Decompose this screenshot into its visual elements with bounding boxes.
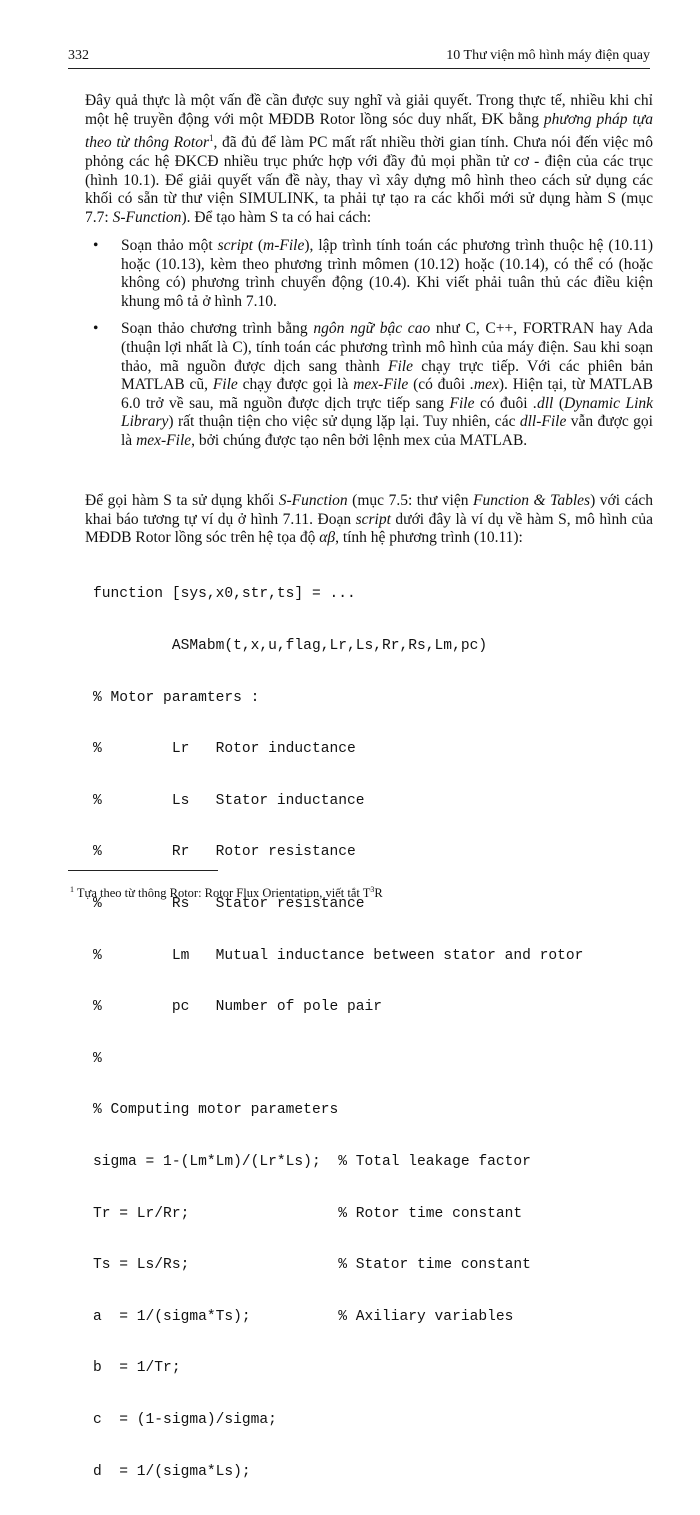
code-line: b = 1/Tr; — [93, 1360, 181, 1377]
code-line: function [sys,x0,str,ts] = ... — [93, 586, 356, 603]
sfunction-paragraph: Để gọi hàm S ta sử dụng khối S-Function (mục 7.5: thư viện Function & Tables) với cách khai báo tương tự ví dụ ở hình 7.11. Đoạn script dưới đây là ví dụ về hàm S, mô hình của MĐDB Rotor lồng sóc trên hệ tọa độ αβ, tính hệ phương trình (10.11): — [85, 492, 654, 547]
code-line: c = (1-sigma)/sigma; — [93, 1411, 277, 1428]
header-rule — [68, 68, 650, 69]
footnote-text: Tựa theo từ thông Rotor: Rotor Flux Orientation, viết tắt T — [76, 886, 371, 901]
code-line: % Rs Stator resistance — [93, 895, 365, 912]
code-line: d = 1/(sigma*Ls); — [93, 1463, 251, 1480]
code-line: a = 1/(sigma*Ts); % Axiliary variables — [93, 1308, 514, 1325]
page-header — [68, 48, 650, 68]
code-line: sigma = 1-(Lm*Lm)/(Lr*Ls); % Total leakage factor — [93, 1153, 531, 1170]
bullet-item-script: • Soạn thảo một script (m-File), lập trình tính toán các phương trình thuộc hệ (10.11) hoặc (10.13), kèm theo phương trình mômen (10.12) hoặc (10.14), có thể có (hoặc không có) phương trình chuyển động (10.4). Khi viết phải tuân thủ các điều kiện khung mô tả ở hình 7.10. — [93, 237, 653, 310]
code-listing — [93, 552, 633, 1515]
chapter-title: 10 Thư viện mô hình máy điện quay — [446, 48, 650, 63]
code-line: Ts = Ls/Rs; % Stator time constant — [93, 1257, 531, 1274]
bullet-item-high-level-language: • Soạn thảo chương trình bằng ngôn ngữ bậc cao như C, C++, FORTRAN hay Ada (thuận lợi nhất là C), tính toán các phương trình mô hình của máy điện. Sau khi soạn thảo, mã nguồn được dịch sang thành File chạy trực tiếp. Với các phiên bản MATLAB cũ, File chạy được gọi là mex-File (có đuôi .mex). Hiện tại, từ MATLAB 6.0 trở về sau, mã nguồn được dịch trực tiếp sang File có đuôi .dll (Dynamic Link Library) rất thuận tiện cho việc sử dụng lặp lại. Tuy nhiên, các dll-File vẫn được gọi là mex-File, bởi chúng được tạo nên bởi lệnh mex của MATLAB. — [93, 320, 654, 449]
footnote: $^1$ Tựa theo từ thông Rotor: Rotor Flux Orientation, viết tắt $T^3R$ — [70, 885, 383, 901]
code-line: % pc Number of pole pair — [93, 999, 383, 1016]
bullet-marker: • — [93, 320, 99, 338]
code-line: % Computing motor parameters — [93, 1102, 339, 1119]
page-number: 332 — [68, 48, 89, 63]
code-line: Tr = Lr/Rr; % Rotor time constant — [93, 1205, 523, 1222]
code-line: % Ls Stator inductance — [93, 792, 365, 809]
code-line: % — [93, 1050, 102, 1067]
code-line: % Lm Mutual inductance between stator and rotor — [93, 947, 584, 964]
code-line: % Motor paramters : — [93, 689, 260, 706]
footnote-ref: 1 — [208, 133, 214, 144]
intro-paragraph: Đây quả thực là một vấn đề cần được suy nghĩ và giải quyết. Trong thực tế, nhiều khi chỉ một hệ truyền động với một MĐDB Rotor lồng sóc duy nhất, ĐK bằng phương pháp tựa theo từ thông Rotor$^1$, đã đủ để làm PC mất rất nhiều thời gian tính. Chưa nói đến việc mô phỏng các hệ ĐKCĐ nhiều trục phức hợp với đầy đủ mọi phần tử cơ - điện của các trục (hình 10.1). Để giải quyết vấn đề này, thay vì xây dựng mô hình theo cách sử dụng các khối có sẵn từ thư viện SIMULINK, ta phải tự tạo ra các khối mới sử dụng hàm S (mục 7.7: S-Function). Để tạo hàm S ta có hai cách: — [85, 92, 653, 226]
bullet-marker: • — [93, 237, 99, 254]
code-line: % Lr Rotor inductance — [93, 741, 356, 758]
code-line: ASMabm(t,x,u,flag,Lr,Ls,Rr,Rs,Lm,pc) — [93, 638, 488, 654]
footnote-marker: 1 — [70, 885, 74, 894]
footnote-rule — [68, 870, 218, 871]
bullet-list — [85, 237, 653, 451]
code-line: % Rr Rotor resistance — [93, 844, 356, 861]
